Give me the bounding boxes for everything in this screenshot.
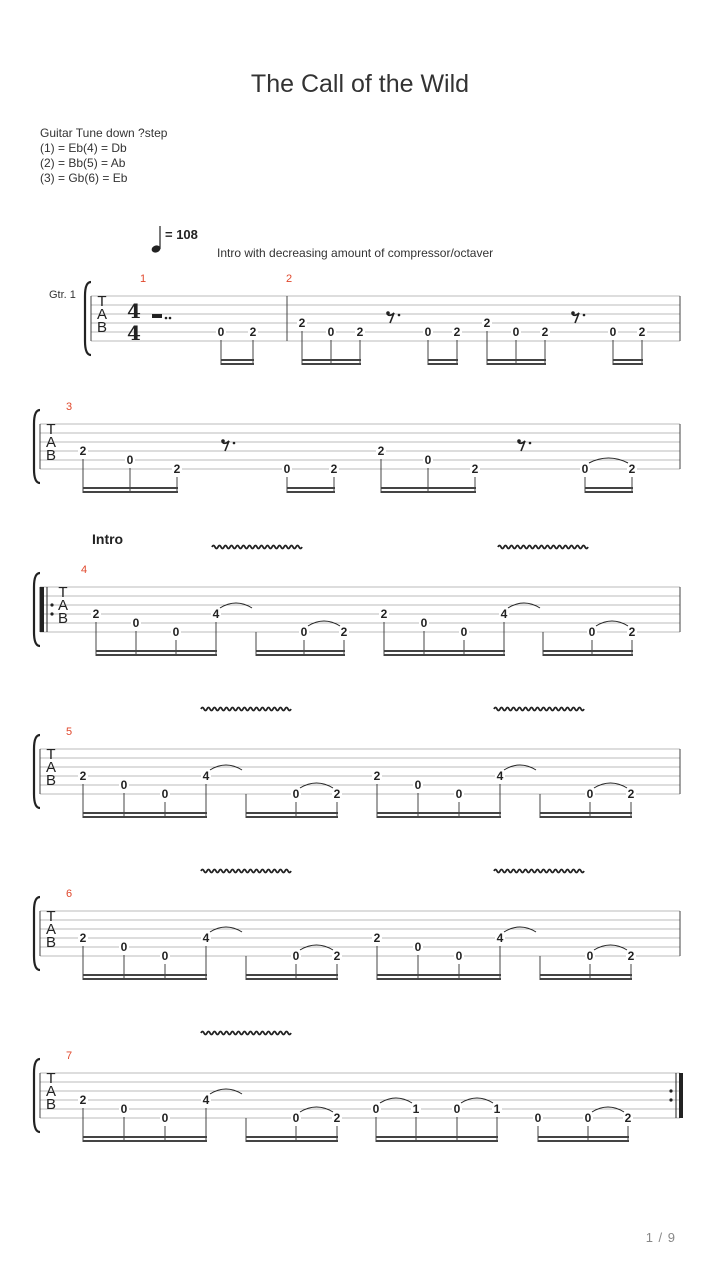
fret-number: 0 [161, 949, 169, 963]
fret-number: 0 [126, 453, 134, 467]
beam [543, 650, 633, 652]
fret-number: 0 [217, 325, 225, 339]
beam [540, 974, 632, 976]
fret-number: 2 [453, 325, 461, 339]
beam [246, 978, 338, 980]
tab-clef-letter: A [45, 434, 57, 451]
fret-number: 0 [414, 940, 422, 954]
beam [613, 363, 643, 365]
beam [377, 974, 501, 976]
tuning-string: (3) = Gb [40, 171, 85, 185]
beam [428, 363, 458, 365]
fret-number: 2 [638, 325, 646, 339]
tab-clef-letter: B [45, 772, 57, 789]
fret-number: 2 [298, 316, 306, 330]
section-label: Intro [92, 531, 124, 547]
system-brace [34, 897, 40, 970]
fret-number: 2 [471, 462, 479, 476]
fret-number: 0 [586, 949, 594, 963]
beam [540, 816, 632, 818]
half-rest [152, 314, 171, 319]
fret-number: 2 [79, 769, 87, 783]
fret-number: 0 [424, 325, 432, 339]
instrument-label: Gtr. 1 [49, 289, 76, 301]
fret-number: 0 [161, 1111, 169, 1125]
fret-number: 0 [586, 787, 594, 801]
staff-system [34, 870, 680, 981]
fret-number: 2 [483, 316, 491, 330]
time-signature-top: 4 [127, 299, 141, 323]
fret-number: 0 [292, 1111, 300, 1125]
beam [376, 1136, 498, 1138]
tab-clef-letter: T [46, 421, 56, 438]
fret-number: 0 [120, 940, 128, 954]
repeat-dot [669, 1089, 672, 1092]
staff-system [34, 401, 680, 493]
fret-number: 2 [627, 787, 635, 801]
tab-clef-letter: T [46, 1070, 56, 1087]
tuning-string: (6) = Eb [84, 171, 128, 185]
tab-clef-letter: B [45, 447, 57, 464]
system-brace [34, 410, 40, 483]
tab-clef-letter: B [57, 610, 69, 627]
tab-clef-letter: T [46, 908, 56, 925]
system-brace [34, 1059, 40, 1132]
fret-number: 0 [292, 787, 300, 801]
fret-number: 2 [79, 444, 87, 458]
tuning-string: (1) = Eb [40, 141, 84, 155]
system-brace [34, 573, 40, 646]
beam [96, 654, 217, 656]
fret-number: 2 [333, 949, 341, 963]
performance-note: Intro with decreasing amount of compressor/octaver [217, 246, 494, 260]
beam [287, 491, 335, 493]
vibrato [494, 708, 584, 711]
tab-clef-letter: A [96, 306, 108, 323]
vibrato [201, 1032, 291, 1035]
fret-number: 0 [584, 1111, 592, 1125]
fret-number: 1 [412, 1102, 420, 1116]
tab-clef-letter: A [45, 759, 57, 776]
fret-number: 2 [373, 931, 381, 945]
fret-number: 4 [496, 931, 504, 945]
staff-system [34, 1032, 683, 1143]
fret-number: 2 [79, 1093, 87, 1107]
beam [246, 1136, 338, 1138]
beam [246, 812, 338, 814]
beam [256, 654, 345, 656]
beam [96, 650, 217, 652]
fret-number: 4 [202, 931, 210, 945]
fret-number: 2 [333, 787, 341, 801]
fret-number: 2 [333, 1111, 341, 1125]
beam [428, 359, 458, 361]
fret-number: 4 [212, 607, 220, 621]
beam [246, 974, 338, 976]
beam [221, 363, 254, 365]
eighth-rest-dot [386, 311, 390, 315]
beam [83, 1136, 207, 1138]
beam [287, 487, 335, 489]
fret-number: 2 [628, 462, 636, 476]
tab-clef-letter: A [57, 597, 69, 614]
tab-clef-letter: T [58, 584, 68, 601]
eighth-rest-dot [517, 439, 521, 443]
system-brace [85, 282, 91, 355]
vibrato [498, 546, 588, 549]
fret-number: 4 [500, 607, 508, 621]
staff-system [34, 546, 680, 657]
fret-number: 0 [420, 616, 428, 630]
fret-number: 4 [202, 1093, 210, 1107]
measure-number: 6 [65, 888, 73, 900]
measure-number: 7 [65, 1050, 73, 1062]
fret-number: 0 [120, 778, 128, 792]
beam [246, 1140, 338, 1142]
fret-number: 2 [627, 949, 635, 963]
fret-number: 0 [283, 462, 291, 476]
vibrato [201, 870, 291, 873]
vibrato [212, 546, 302, 549]
measure-number: 1 [139, 273, 147, 285]
fret-number: 2 [173, 462, 181, 476]
fret-number: 2 [92, 607, 100, 621]
rest-dot [398, 314, 401, 317]
measure-number: 3 [65, 401, 73, 413]
beam [221, 359, 254, 361]
beam [585, 491, 633, 493]
song-title: The Call of the Wild [250, 70, 470, 98]
fret-number: 0 [534, 1111, 542, 1125]
staff-system [85, 273, 680, 365]
tab-clef-letter: A [45, 1083, 57, 1100]
beam [585, 487, 633, 489]
beam [538, 1140, 629, 1142]
tab-clef-letter: T [97, 293, 107, 310]
tab-clef-letter: B [96, 319, 108, 336]
beam [376, 1140, 498, 1142]
beam [83, 816, 207, 818]
rest-dot [233, 442, 236, 445]
fret-number: 0 [453, 1102, 461, 1116]
beam [83, 974, 207, 976]
beam [543, 654, 633, 656]
fret-number: 0 [172, 625, 180, 639]
rest-dot [529, 442, 532, 445]
fret-number: 0 [372, 1102, 380, 1116]
fret-number: 2 [380, 607, 388, 621]
beam [540, 978, 632, 980]
repeat-end-thick-bar [679, 1073, 683, 1118]
repeat-dot [50, 612, 53, 615]
repeat-start-thick-bar [40, 587, 44, 632]
repeat-dot [50, 603, 53, 606]
tab-clef-letter: A [45, 921, 57, 938]
fret-number: 0 [327, 325, 335, 339]
tab-clef-letter: B [45, 934, 57, 951]
tuning-string: (4) = Db [83, 141, 127, 155]
repeat-dot [669, 1098, 672, 1101]
beam [83, 812, 207, 814]
fret-number: 0 [132, 616, 140, 630]
tuning-string: (5) = Ab [83, 156, 126, 170]
fret-number: 2 [340, 625, 348, 639]
fret-number: 2 [628, 625, 636, 639]
fret-number: 0 [292, 949, 300, 963]
fret-number: 0 [161, 787, 169, 801]
fret-number: 0 [455, 787, 463, 801]
tab-clef-letter: B [45, 1096, 57, 1113]
system-brace [34, 735, 40, 808]
tuning-string: (2) = Bb [40, 156, 84, 170]
beam [246, 816, 338, 818]
fret-number: 0 [588, 625, 596, 639]
time-signature-bottom: 4 [127, 321, 141, 345]
fret-number: 0 [455, 949, 463, 963]
tab-clef-letter: T [46, 746, 56, 763]
beam [377, 816, 501, 818]
measure-number: 4 [80, 564, 88, 576]
fret-number: 1 [493, 1102, 501, 1116]
beam [538, 1136, 629, 1138]
staff-system [34, 708, 680, 819]
fret-number: 4 [496, 769, 504, 783]
eighth-rest-dot [221, 439, 225, 443]
tempo-value: = 108 [165, 227, 198, 242]
vibrato [494, 870, 584, 873]
fret-number: 2 [541, 325, 549, 339]
beam [540, 812, 632, 814]
beam [377, 978, 501, 980]
measure-number: 2 [285, 273, 293, 285]
fret-number: 0 [424, 453, 432, 467]
beam [384, 650, 505, 652]
vibrato [201, 708, 291, 711]
fret-number: 0 [512, 325, 520, 339]
beam [256, 650, 345, 652]
fret-number: 0 [120, 1102, 128, 1116]
fret-number: 0 [609, 325, 617, 339]
fret-number: 0 [300, 625, 308, 639]
fret-number: 0 [581, 462, 589, 476]
beam [377, 812, 501, 814]
beam [613, 359, 643, 361]
tuning-header: Guitar Tune down ?step [40, 126, 168, 140]
rest-dot [583, 314, 586, 317]
page-number: 1 / 9 [645, 1230, 676, 1245]
eighth-rest-dot [571, 311, 575, 315]
beam [83, 978, 207, 980]
fret-number: 2 [377, 444, 385, 458]
fret-number: 2 [624, 1111, 632, 1125]
fret-number: 0 [460, 625, 468, 639]
fret-number: 2 [356, 325, 364, 339]
measure-number: 5 [65, 726, 73, 738]
fret-number: 4 [202, 769, 210, 783]
fret-number: 2 [330, 462, 338, 476]
tempo-marking [151, 226, 198, 254]
fret-number: 2 [373, 769, 381, 783]
fret-number: 0 [414, 778, 422, 792]
beam [384, 654, 505, 656]
beam [83, 1140, 207, 1142]
fret-number: 2 [79, 931, 87, 945]
fret-number: 2 [249, 325, 257, 339]
